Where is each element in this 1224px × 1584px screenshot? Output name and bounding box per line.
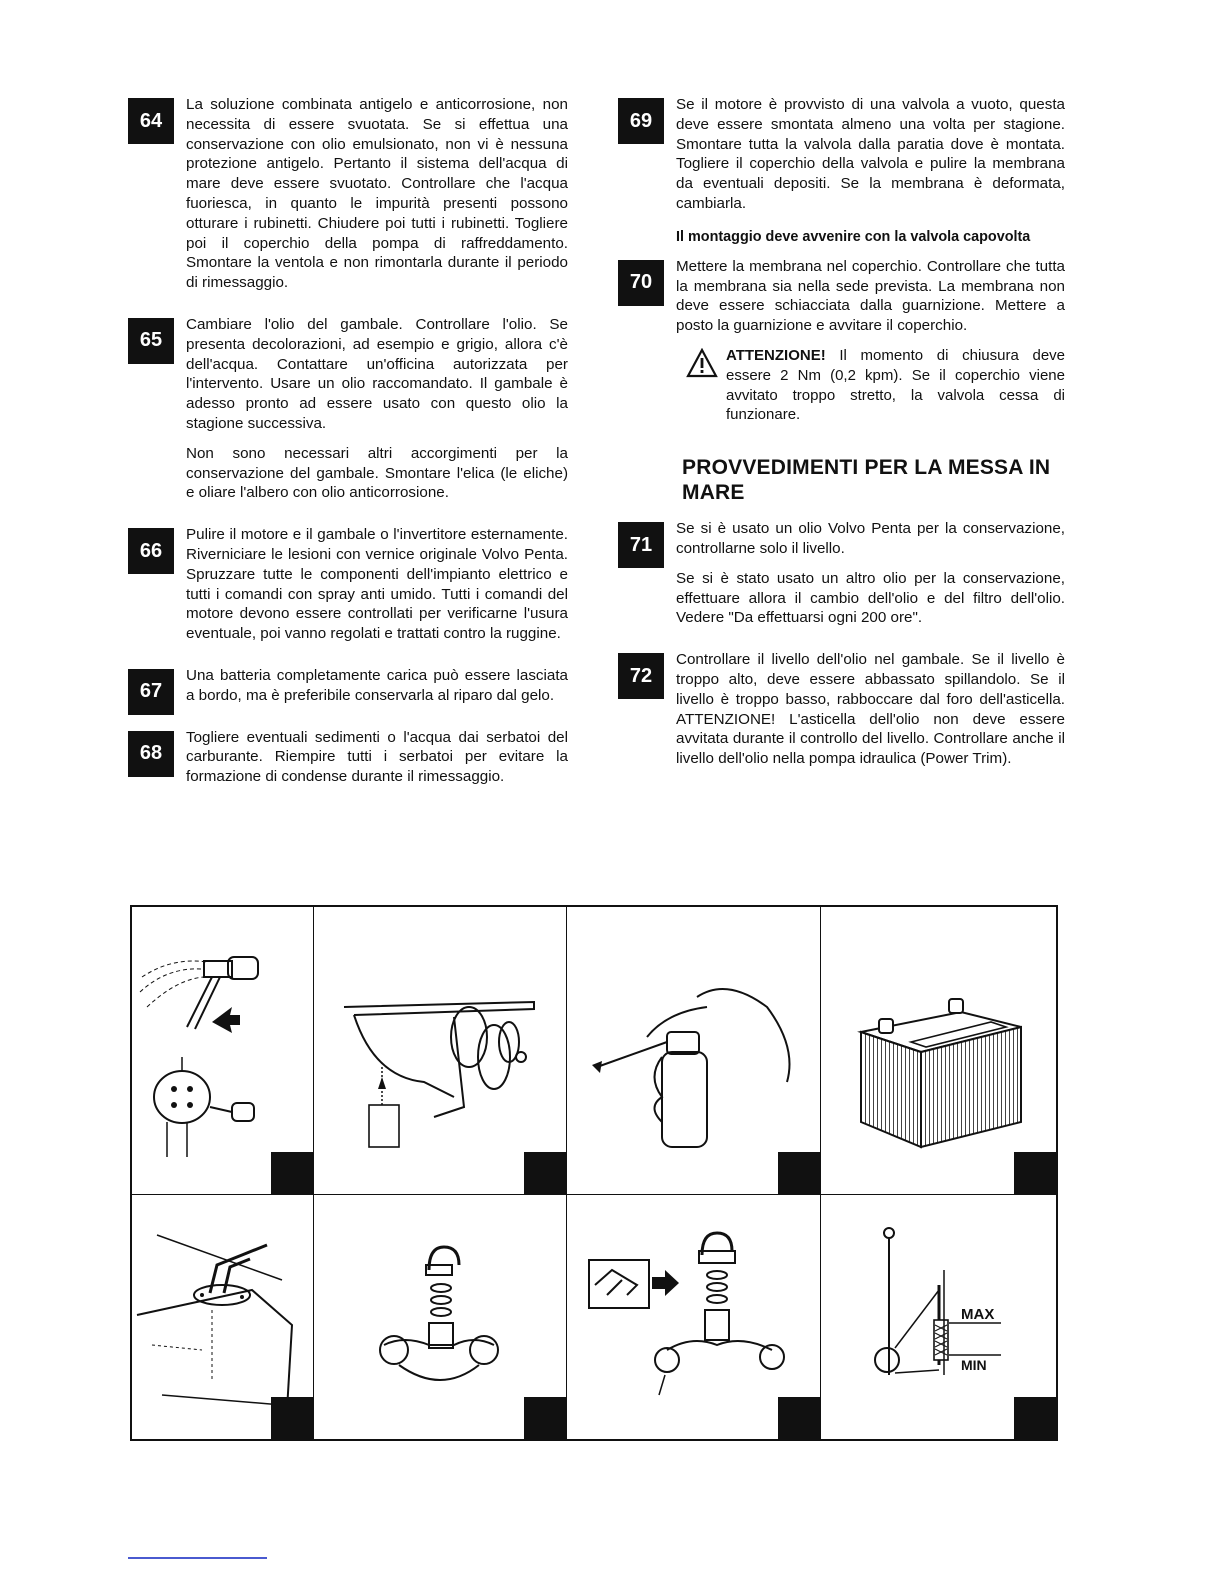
section-heading: PROVVEDIMENTI PER LA MESSA IN MARE: [682, 456, 1051, 505]
right-column: [618, 95, 1065, 791]
step-text: Non sono necessari altri accorgimenti per la conservazione del gambale. Smontare l'elica (le eliche) e oliare l'albero con olio anticorrosione.: [186, 444, 568, 502]
illustration-grid: [130, 905, 1058, 1441]
figure-67: [821, 907, 1056, 1195]
left-column: [128, 95, 568, 809]
step-text: Togliere eventuali sedimenti o l'acqua dai serbatoi del carburante. Riempire tutti i serbatoi per evitare la formazione di condense durante il rimessaggio.: [186, 728, 568, 786]
warning-box: [676, 346, 1065, 425]
dipstick-max-label: MAX: [961, 1306, 995, 1323]
warning-label: ATTENZIONE!: [726, 346, 826, 364]
figure-corner-marker: [778, 1397, 820, 1439]
warning-triangle-icon: [686, 348, 718, 378]
step-text: Se si è stato usato un altro olio per la conservazione, effettuare allora il cambio dell'olio e del filtro dell'olio. Vedere "Da effettuarsi ogni 200 ore".: [676, 569, 1065, 627]
step-text: Se il motore è provvisto di una valvola a vuoto, questa deve essere smontata almeno una volta per stagione. Smontare tutta la valvola dalla paratia dove è montata. Togliere il coperchio della valvola e pulire la membrana da eventuali depositi. Se la membrana è deformata, cambiarla.: [676, 96, 1065, 212]
step-text: La soluzione combinata antigelo e anticorrosione, non necessita di essere svuotata. Se si effettua una conservazione con olio emulsionato, non vi è nessuna protezione antigelo. Pertanto il sistema dell'acqua di mare deve essere svuotato. Controllare che l'acqua fuoriesca, in quanto le impurità presenti possono otturare i rubinetti. Chiudere poi tutti i rubinetti. Togliere poi il coperchio della pompa di raffreddamento. Smontare la ventola e non rimontarla durante il periodo di rimessaggio.: [186, 96, 568, 292]
figure-corner-marker: [524, 1152, 566, 1194]
step-67: [128, 666, 568, 706]
step-number-badge: 65: [128, 318, 174, 364]
step-number-badge: 68: [128, 731, 174, 777]
step-text: Mettere la membrana nel coperchio. Controllare che tutta la membrana sia nella sede prevista. La membrana non deve essere schiacciata dalla guarnizione. Mettere a posto la guarnizione e avvitare il coperchio.: [676, 257, 1065, 335]
figure-corner-marker: [271, 1152, 313, 1194]
step-69: [618, 95, 1065, 214]
figure-69: [314, 1195, 567, 1439]
step-text: Controllare il livello dell'olio nel gambale. Se il livello è troppo alto, deve essere abbassato spillandolo. Se il livello è troppo basso, rabboccare dal foro dell'asticella. ATTENZIONE! L'asticella dell'olio non deve essere avvitata durante il controllo del livello. Controllare anche il livello dell'olio nella pompa idraulica (Power Trim).: [676, 651, 1065, 768]
figure-70: [567, 1195, 821, 1439]
step-number-badge: 64: [128, 98, 174, 144]
step-number-badge: 67: [128, 669, 174, 715]
step-text: Pulire il motore e il gambale o l'invertitore esternamente. Riverniciare le lesioni con vernice originale Volvo Penta. Spruzzare tutte le componenti dell'impianto elettrico e tutti i comandi con spray anti umido. Tutti i comandi del motore devono essere controllati per verificarne l'usura eventuale, poi vanno regolati e trattati contro la ruggine.: [186, 526, 568, 643]
step-number-badge: 72: [618, 653, 664, 699]
figure-64: [132, 907, 314, 1195]
figure-corner-marker: [1014, 1397, 1056, 1439]
step-text: Se si è usato un olio Volvo Penta per la conservazione, controllarne solo il livello.: [676, 520, 1065, 557]
step-66: [128, 525, 568, 644]
step-71: [618, 519, 1065, 628]
step-64: [128, 95, 568, 293]
figure-corner-marker: [1014, 1152, 1056, 1194]
mounting-note: Il montaggio deve avvenire con la valvola capovolta: [676, 228, 1031, 245]
figure-68: [132, 1195, 314, 1439]
step-72: [618, 650, 1065, 769]
step-68: [128, 728, 568, 787]
figure-corner-marker: [778, 1152, 820, 1194]
step-65: [128, 315, 568, 503]
step-number-badge: 70: [618, 260, 664, 306]
figure-65: [314, 907, 567, 1195]
step-70: [618, 257, 1065, 425]
figure-66: [567, 907, 821, 1195]
footnote-rule: [128, 1557, 267, 1559]
step-text: Cambiare l'olio del gambale. Controllare l'olio. Se presenta decolorazioni, ad esempio e grigio, allora c'è dell'acqua. Contattare un'officina autorizzata per l'intervento. Usare un olio raccomandato. Il gambale è adesso pronto ad essere usato con questo olio la stagione successiva.: [186, 315, 568, 432]
figure-corner-marker: [524, 1397, 566, 1439]
figure-72: [821, 1195, 1056, 1439]
step-number-badge: 71: [618, 522, 664, 568]
step-number-badge: 69: [618, 98, 664, 144]
step-text: Una batteria completamente carica può essere lasciata a bordo, ma è preferibile conservarla al riparo dal gelo.: [186, 666, 568, 704]
warning-text: Il momento di chiusura deve essere 2 Nm (0,2 kpm). Se il coperchio viene avvitato troppo stretto, la valvola cessa di funzionare.: [726, 346, 1065, 424]
figure-corner-marker: [271, 1397, 313, 1439]
dipstick-min-label: MIN: [961, 1357, 987, 1373]
step-number-badge: 66: [128, 528, 174, 574]
